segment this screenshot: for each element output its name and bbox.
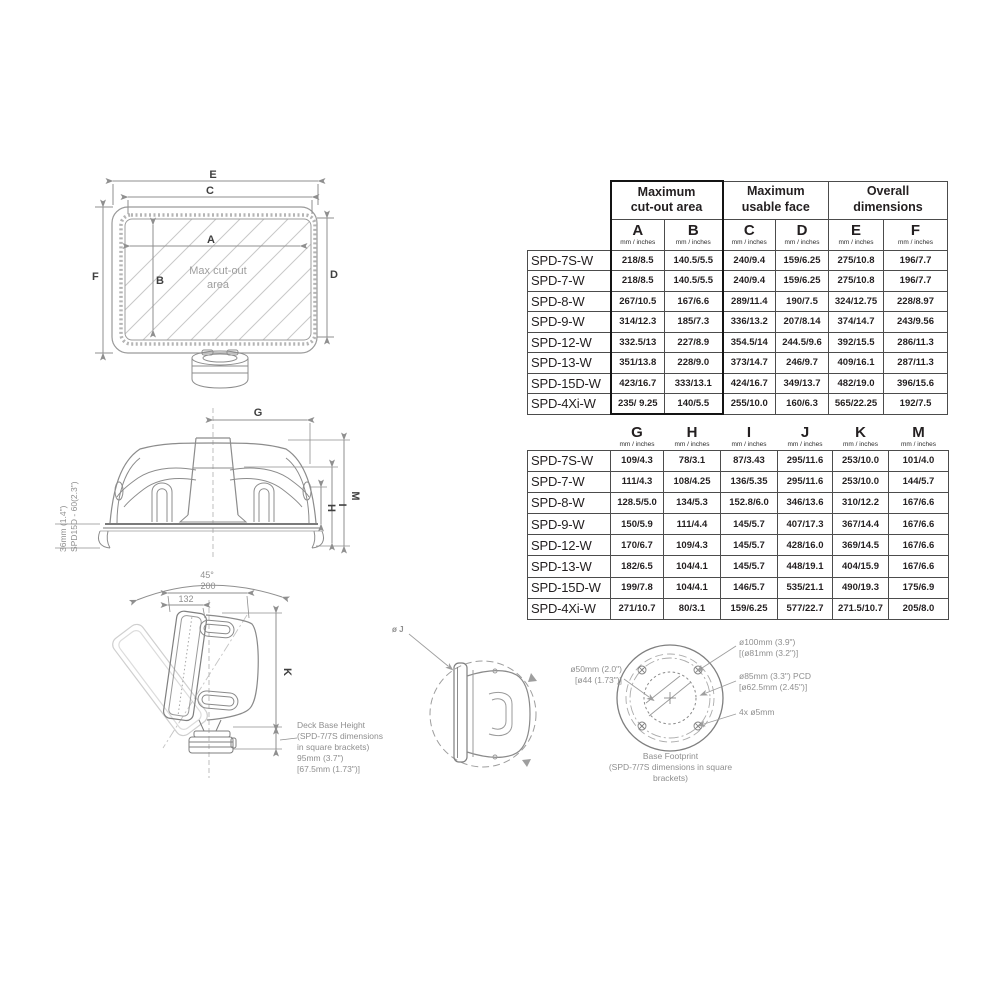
value-cell: 482/19.0 bbox=[829, 373, 884, 394]
table-row bbox=[528, 373, 948, 394]
value-cell: 369/14.5 bbox=[833, 535, 889, 556]
column-header-i: I mm / inches bbox=[731, 423, 767, 448]
footprint-circles bbox=[617, 645, 723, 751]
value-cell: 109/4.3 bbox=[664, 535, 721, 556]
value-cell: 128.5/5.0 bbox=[611, 492, 664, 513]
value-cell: 175/6.9 bbox=[889, 577, 949, 598]
model-cell: SPD-13-W bbox=[528, 353, 611, 374]
value-cell: 240/9.4 bbox=[723, 250, 776, 271]
table-row bbox=[528, 577, 949, 598]
footprint-label-50mm: ø50mm (2.0") [ø44 (1.73")] bbox=[570, 664, 622, 685]
value-cell: 185/7.3 bbox=[665, 312, 723, 333]
value-cell: 428/16.0 bbox=[778, 535, 833, 556]
value-cell: 289/11.4 bbox=[723, 291, 776, 312]
value-cell: 490/19.3 bbox=[833, 577, 889, 598]
value-cell: 255/10.0 bbox=[723, 394, 776, 415]
value-cell: 228/9.0 bbox=[665, 353, 723, 374]
model-cell: SPD-13-W bbox=[528, 556, 611, 577]
value-cell: 275/10.8 bbox=[829, 271, 884, 292]
dim-label-c: C bbox=[206, 185, 214, 197]
column-header-f: F mm / inches bbox=[884, 219, 948, 250]
value-cell: 244.5/9.6 bbox=[776, 332, 829, 353]
value-cell: 333/13.1 bbox=[665, 373, 723, 394]
value-cell: 367/14.4 bbox=[833, 514, 889, 535]
table-row bbox=[528, 291, 948, 312]
footprint-leader-lines bbox=[624, 646, 736, 724]
table-row bbox=[528, 598, 949, 619]
value-cell: 243/9.56 bbox=[884, 312, 948, 333]
footprint-label-85mm: ø85mm (3.3") PCD [ø62.5mm (2.45")] bbox=[739, 671, 811, 692]
value-cell: 159/6.25 bbox=[776, 271, 829, 292]
value-cell: 227/8.9 bbox=[665, 332, 723, 353]
rotation-arrow-top bbox=[528, 673, 537, 682]
dim-label-h: H bbox=[325, 504, 337, 512]
model-cell: SPD-12-W bbox=[528, 535, 611, 556]
value-cell: 324/12.75 bbox=[829, 291, 884, 312]
value-cell: 145/5.7 bbox=[721, 514, 778, 535]
value-cell: 170/6.7 bbox=[611, 535, 664, 556]
table-row bbox=[528, 332, 948, 353]
column-header-m: M mm / inches bbox=[900, 423, 937, 448]
model-cell: SPD-4Xi-W bbox=[528, 394, 611, 415]
value-cell: 373/14.7 bbox=[723, 353, 776, 374]
value-cell: 286/11.3 bbox=[884, 332, 948, 353]
value-cell: 392/15.5 bbox=[829, 332, 884, 353]
value-cell: 205/8.0 bbox=[889, 598, 949, 619]
table-row bbox=[528, 450, 949, 471]
column-header-k: K mm / inches bbox=[842, 423, 879, 448]
tilt-dimension-lines bbox=[137, 585, 297, 749]
value-cell: 310/12.2 bbox=[833, 492, 889, 513]
footprint-label-5mm: 4x ø5mm bbox=[739, 707, 775, 717]
value-cell: 104/4.1 bbox=[664, 577, 721, 598]
value-cell: 253/10.0 bbox=[833, 471, 889, 492]
value-cell: 354.5/14 bbox=[723, 332, 776, 353]
value-cell: 295/11.6 bbox=[778, 471, 833, 492]
value-cell: 409/16.1 bbox=[829, 353, 884, 374]
dimensions-table-2 bbox=[527, 423, 949, 620]
value-cell: 235/ 9.25 bbox=[611, 394, 665, 415]
value-cell: 167/6.6 bbox=[889, 492, 949, 513]
j-leader-line bbox=[409, 634, 448, 666]
value-cell: 111/4.4 bbox=[664, 514, 721, 535]
value-cell: 152.8/6.0 bbox=[721, 492, 778, 513]
value-cell: 167/6.6 bbox=[889, 514, 949, 535]
value-cell: 80/3.1 bbox=[664, 598, 721, 619]
model-cell: SPD-7S-W bbox=[528, 450, 611, 471]
table-row bbox=[528, 535, 949, 556]
value-cell: 349/13.7 bbox=[776, 373, 829, 394]
table-row bbox=[528, 556, 949, 577]
value-cell: 351/13.8 bbox=[611, 353, 665, 374]
dim-label-132: 132 bbox=[178, 594, 194, 604]
table-row bbox=[528, 250, 948, 271]
value-cell: 167/6.6 bbox=[889, 535, 949, 556]
rear-view-diagram bbox=[45, 405, 360, 580]
value-cell: 87/3.43 bbox=[721, 450, 778, 471]
dim-label-g: G bbox=[253, 407, 263, 419]
dim-label-j: ø J bbox=[392, 625, 404, 634]
model-cell: SPD-9-W bbox=[528, 514, 611, 535]
deck-base-height-note: Deck Base Height (SPD-7/7S dimensions in square brackets) 95mm (3.7") [67.5mm (1.73")] bbox=[297, 720, 383, 774]
group-header-row bbox=[528, 181, 948, 219]
table-row bbox=[528, 471, 949, 492]
deck-thickness-note: 36mm (1.4") SPD15D - 60(2.3") bbox=[58, 481, 79, 552]
tilt-view-diagram bbox=[95, 558, 305, 798]
value-cell: 104/4.1 bbox=[664, 556, 721, 577]
model-cell: SPD-7-W bbox=[528, 471, 611, 492]
value-cell: 207/8.14 bbox=[776, 312, 829, 333]
dim-label-d: D bbox=[330, 269, 338, 281]
model-cell: SPD-4Xi-W bbox=[528, 598, 611, 619]
value-cell: 159/6.25 bbox=[776, 250, 829, 271]
value-cell: 424/16.7 bbox=[723, 373, 776, 394]
table-row bbox=[528, 514, 949, 535]
spacer-cell bbox=[528, 181, 611, 219]
model-cell: SPD-12-W bbox=[528, 332, 611, 353]
value-cell: 295/11.6 bbox=[778, 450, 833, 471]
value-cell: 136/5.35 bbox=[721, 471, 778, 492]
value-cell: 396/15.6 bbox=[884, 373, 948, 394]
value-cell: 140.5/5.5 bbox=[665, 271, 723, 292]
max-cutout-label: Max cut-out area bbox=[189, 265, 247, 291]
dim-label-b: B bbox=[156, 275, 164, 287]
value-cell: 535/21.1 bbox=[778, 577, 833, 598]
model-cell: SPD-7S-W bbox=[528, 250, 611, 271]
column-header-row bbox=[528, 219, 948, 250]
value-cell: 146/5.7 bbox=[721, 577, 778, 598]
column-header-h: H mm / inches bbox=[674, 423, 710, 448]
value-cell: 108/4.25 bbox=[664, 471, 721, 492]
spacer-cell bbox=[528, 423, 611, 450]
column-header-a: A mm / inches bbox=[611, 219, 665, 250]
column-header-j: J mm / inches bbox=[787, 423, 823, 448]
value-cell: 218/8.5 bbox=[611, 250, 665, 271]
value-cell: 246/9.7 bbox=[776, 353, 829, 374]
value-cell: 199/7.8 bbox=[611, 577, 664, 598]
value-cell: 423/16.7 bbox=[611, 373, 665, 394]
rear-dimension-lines bbox=[55, 420, 350, 548]
value-cell: 196/7.7 bbox=[884, 271, 948, 292]
dim-label-200: 200 bbox=[200, 581, 216, 591]
footprint-label-100mm: ø100mm (3.9") [(ø81mm (3.2")] bbox=[739, 637, 799, 658]
value-cell: 144/5.7 bbox=[889, 471, 949, 492]
value-cell: 150/5.9 bbox=[611, 514, 664, 535]
value-cell: 404/15.9 bbox=[833, 556, 889, 577]
value-cell: 190/7.5 bbox=[776, 291, 829, 312]
value-cell: 267/10.5 bbox=[611, 291, 665, 312]
table-row bbox=[528, 394, 948, 415]
value-cell: 253/10.0 bbox=[833, 450, 889, 471]
value-cell: 145/5.7 bbox=[721, 556, 778, 577]
column-header-row bbox=[528, 423, 949, 450]
value-cell: 160/6.3 bbox=[776, 394, 829, 415]
value-cell: 336/13.2 bbox=[723, 312, 776, 333]
ghost-display bbox=[110, 621, 211, 739]
value-cell: 159/6.25 bbox=[721, 598, 778, 619]
value-cell: 577/22.7 bbox=[778, 598, 833, 619]
column-header-c: C mm / inches bbox=[723, 219, 776, 250]
model-cell: SPD-7-W bbox=[528, 271, 611, 292]
dim-label-a: A bbox=[207, 234, 215, 246]
column-header-e: E mm / inches bbox=[829, 219, 884, 250]
footprint-caption: Base Footprint (SPD-7/7S dimensions in square brackets) bbox=[608, 751, 733, 783]
value-cell: 196/7.7 bbox=[884, 250, 948, 271]
value-cell: 314/12.3 bbox=[611, 312, 665, 333]
value-cell: 167/6.6 bbox=[665, 291, 723, 312]
deck-plate bbox=[98, 524, 323, 548]
dim-label-e: E bbox=[209, 169, 217, 181]
value-cell: 145/5.7 bbox=[721, 535, 778, 556]
value-cell: 140.5/5.5 bbox=[665, 250, 723, 271]
table-row bbox=[528, 271, 948, 292]
value-cell: 374/14.7 bbox=[829, 312, 884, 333]
dim-label-f: F bbox=[92, 271, 99, 283]
value-cell: 109/4.3 bbox=[611, 450, 664, 471]
value-cell: 228/8.97 bbox=[884, 291, 948, 312]
model-cell: SPD-15D-W bbox=[528, 577, 611, 598]
model-cell: SPD-8-W bbox=[528, 291, 611, 312]
value-cell: 275/10.8 bbox=[829, 250, 884, 271]
value-cell: 218/8.5 bbox=[611, 271, 665, 292]
column-header-d: D mm / inches bbox=[776, 219, 829, 250]
rotation-arrow-bottom bbox=[522, 759, 531, 767]
value-cell: 332.5/13 bbox=[611, 332, 665, 353]
value-cell: 271.5/10.7 bbox=[833, 598, 889, 619]
dim-label-i: I bbox=[336, 503, 348, 507]
value-cell: 167/6.6 bbox=[889, 556, 949, 577]
value-cell: 111/4.3 bbox=[611, 471, 664, 492]
model-cell: SPD-8-W bbox=[528, 492, 611, 513]
spacer-cell bbox=[528, 219, 611, 250]
value-cell: 346/13.6 bbox=[778, 492, 833, 513]
value-cell: 101/4.0 bbox=[889, 450, 949, 471]
dim-label-m: M bbox=[349, 491, 361, 501]
model-cell: SPD-15D-W bbox=[528, 373, 611, 394]
value-cell: 287/11.3 bbox=[884, 353, 948, 374]
column-header-g: G mm / inches bbox=[619, 423, 655, 448]
value-cell: 240/9.4 bbox=[723, 271, 776, 292]
group-header-usable-face: Maximum usable face bbox=[723, 181, 829, 219]
value-cell: 192/7.5 bbox=[884, 394, 948, 415]
model-cell: SPD-9-W bbox=[528, 312, 611, 333]
side-display bbox=[454, 663, 530, 762]
value-cell: 140/5.5 bbox=[665, 394, 723, 415]
table-row bbox=[528, 312, 948, 333]
value-cell: 134/5.3 bbox=[664, 492, 721, 513]
column-header-b: B mm / inches bbox=[665, 219, 723, 250]
mount-knob bbox=[192, 350, 248, 388]
group-header-overall: Overall dimensions bbox=[829, 181, 948, 219]
table-row bbox=[528, 492, 949, 513]
value-cell: 271/10.7 bbox=[611, 598, 664, 619]
value-cell: 448/19.1 bbox=[778, 556, 833, 577]
table-row bbox=[528, 353, 948, 374]
swing-radius-diagram bbox=[375, 615, 570, 800]
swing-circle bbox=[430, 661, 536, 767]
value-cell: 565/22.25 bbox=[829, 394, 884, 415]
value-cell: 78/3.1 bbox=[664, 450, 721, 471]
group-header-cutout: Maximum cut-out area bbox=[611, 181, 723, 219]
dim-label-k: K bbox=[281, 668, 293, 676]
angle-label: 45° bbox=[200, 570, 214, 580]
value-cell: 407/17.3 bbox=[778, 514, 833, 535]
dimensions-table-1 bbox=[527, 180, 948, 415]
value-cell: 182/6.5 bbox=[611, 556, 664, 577]
